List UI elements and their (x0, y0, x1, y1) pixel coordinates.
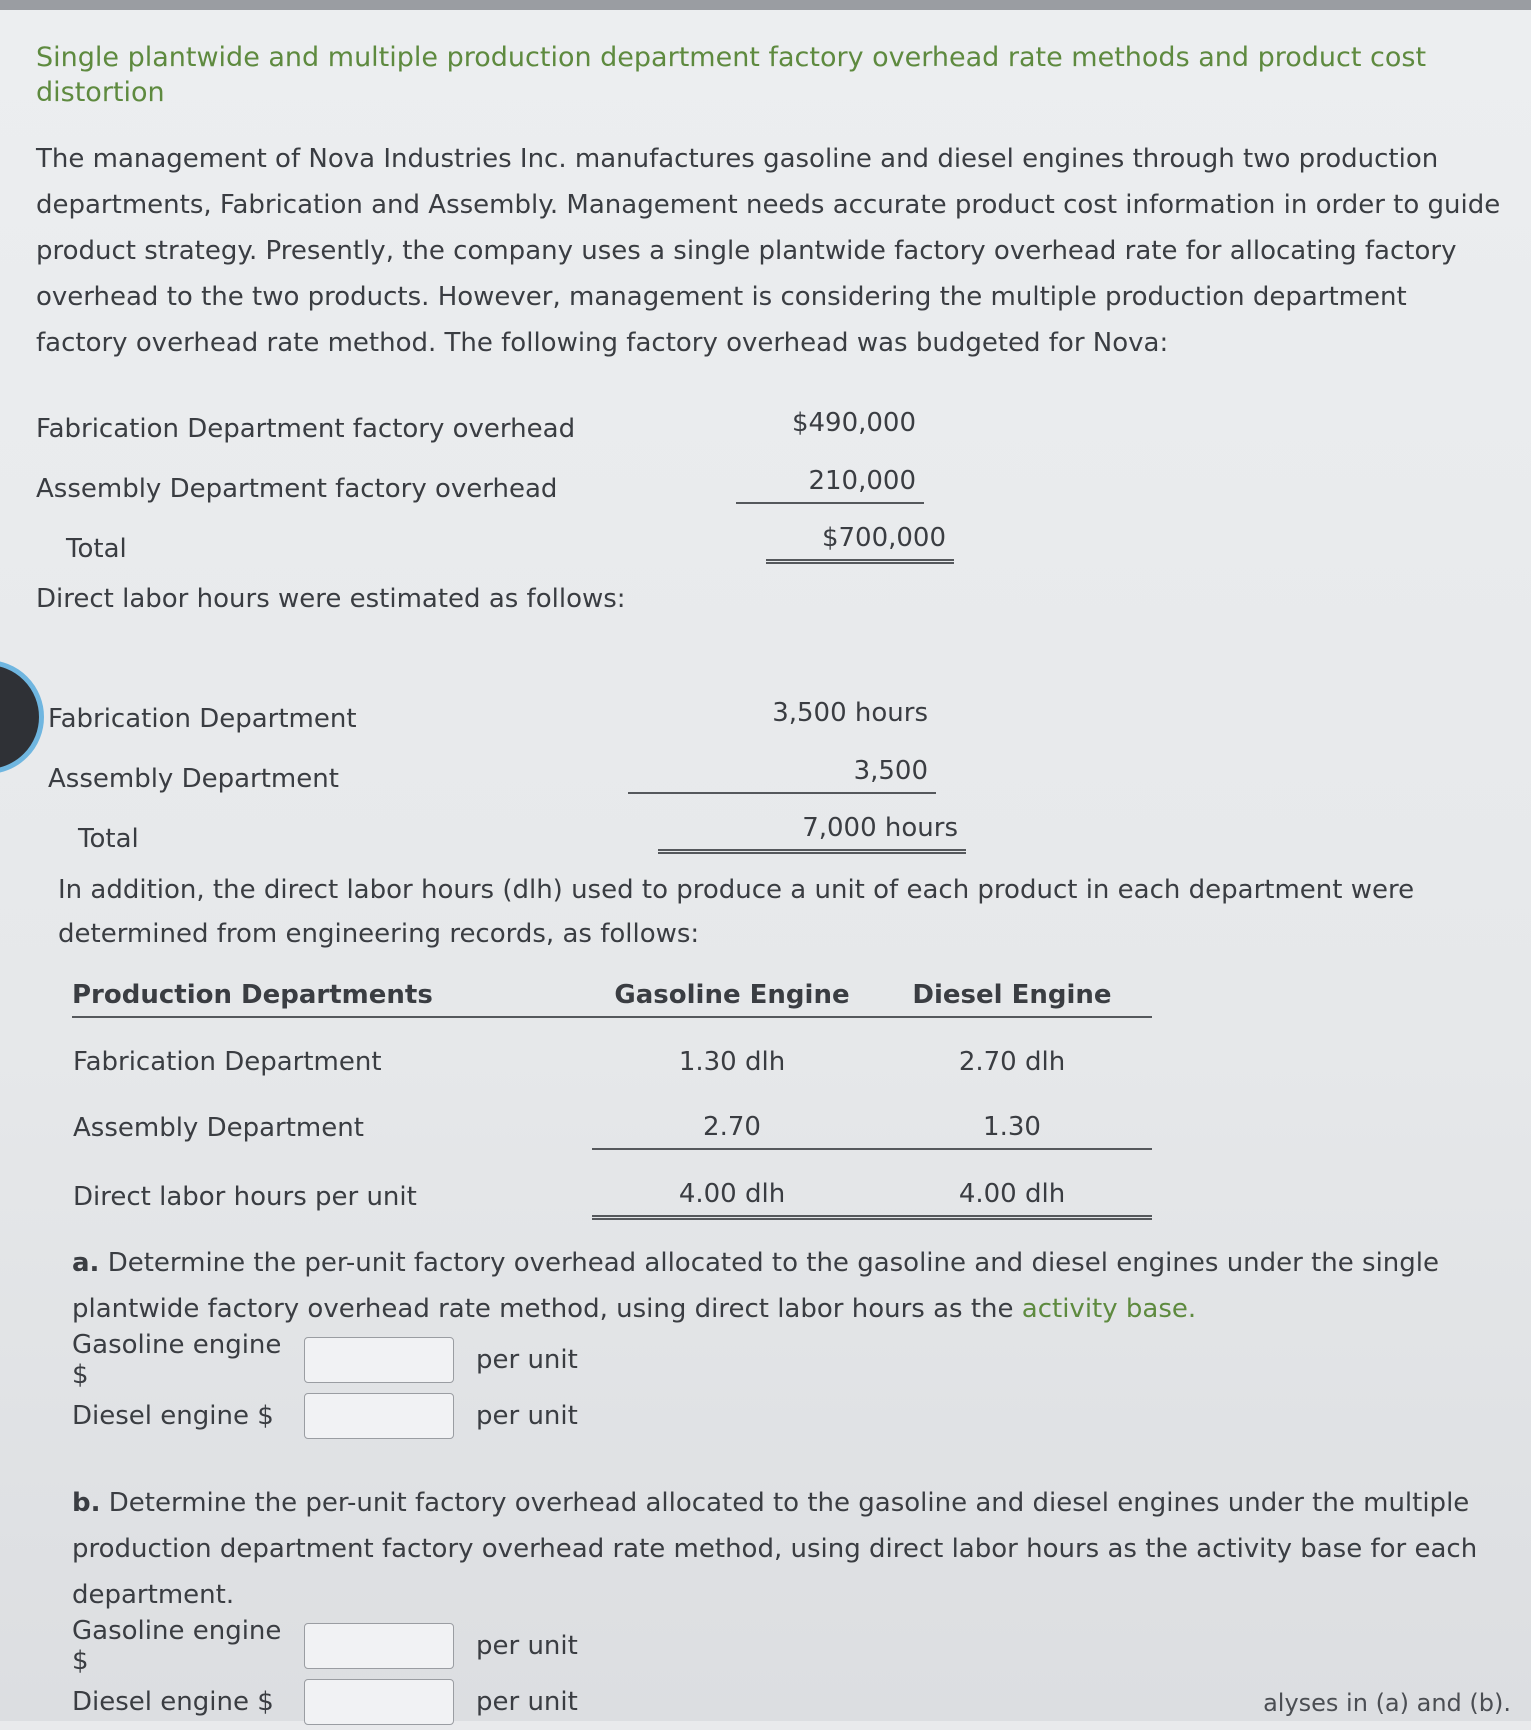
dlh-table (36, 674, 1506, 854)
activity-base-link[interactable]: activity base. (1021, 1294, 1197, 1325)
answer-b-gasoline (72, 1616, 1506, 1677)
question-a-letter: a. (72, 1248, 100, 1279)
overhead-row (36, 384, 1506, 444)
row-label: Assembly Department (73, 1113, 364, 1144)
overhead-label: Fabrication Department factory overhead (36, 414, 576, 445)
col-header-diesel: Diesel Engine (872, 970, 1152, 1017)
col-header-departments: Production Departments (72, 970, 592, 1017)
answer-a-diesel (72, 1388, 1506, 1444)
diesel-label: Diesel engine $ (72, 1687, 274, 1718)
dlh-total-label: Total (78, 824, 139, 855)
dlh-intro: Direct labor hours were estimated as follows: (36, 584, 626, 615)
intro-paragraph: The management of Nova Industries Inc. manufactures gasoline and diesel engines through two production departments, Fabrication and Assembly. Management needs accurate product cost information in order to guide product strategy. Presently, the company uses a single plantwide factory overhead rate for allocating factory overhead to the two products. However, management is considering the multiple production department factory overhead rate method. The following factory overhead was budgeted for Nova: (36, 144, 1501, 359)
production-departments-table (72, 970, 1152, 1220)
table-row (72, 1083, 1152, 1149)
overhead-total-label: Total (66, 534, 127, 565)
page-title: Single plantwide and multiple production department factory overhead rate methods and product cost distortion (36, 42, 1427, 109)
question-b (72, 1480, 1506, 1618)
diesel-value: 4.00 dlh (872, 1149, 1152, 1218)
gasoline-engine-input-b[interactable] (304, 1623, 454, 1669)
page (0, 10, 1531, 1721)
cut-off-text: alyses in (a) and (b). (1263, 1689, 1511, 1717)
per-unit-label: per unit (476, 1631, 578, 1662)
dlh-per-unit-intro: In addition, the direct labor hours (dlh) used to produce a unit of each product in each department were determined from engineering records, as follows: (58, 875, 1415, 950)
table-row (72, 1017, 1152, 1083)
gasoline-engine-input-a[interactable] (304, 1337, 454, 1383)
overhead-total-row (36, 504, 1506, 564)
question-a (72, 1240, 1506, 1332)
overhead-row (36, 444, 1506, 504)
overhead-amount: 210,000 (736, 466, 924, 504)
row-label: Fabrication Department (73, 1047, 382, 1078)
dlh-amount: 3,500 hours (772, 698, 928, 729)
dlh-total-row (36, 794, 1506, 854)
content (36, 40, 1506, 1730)
question-b-letter: b. (72, 1488, 101, 1519)
dlh-row (36, 734, 1506, 794)
col-header-gasoline: Gasoline Engine (592, 970, 872, 1017)
question-a-text: Determine the per-unit factory overhead allocated to the gasoline and diesel engines under the single plantwide factory overhead rate method, using direct labor hours as the (72, 1248, 1440, 1325)
diesel-value: 2.70 dlh (958, 1047, 1066, 1078)
question-b-text: Determine the per-unit factory overhead allocated to the gasoline and diesel engines under the multiple production department factory overhead rate method, using direct labor hours as the activity base for each department. (72, 1488, 1478, 1611)
top-bar (0, 0, 1531, 10)
dlh-label: Assembly Department (48, 764, 339, 795)
per-unit-label: per unit (476, 1401, 578, 1432)
gasoline-value: 1.30 dlh (678, 1047, 786, 1078)
table-header-row (72, 970, 1152, 1017)
dlh-total-amount: 7,000 hours (658, 813, 966, 854)
per-unit-label: per unit (476, 1345, 578, 1376)
overhead-total-amount: $700,000 (766, 523, 954, 564)
diesel-value: 1.30 (872, 1083, 1152, 1149)
diesel-label: Diesel engine $ (72, 1401, 274, 1432)
per-unit-label: per unit (476, 1687, 578, 1718)
gasoline-value: 2.70 (592, 1083, 872, 1149)
gasoline-value: 4.00 dlh (592, 1149, 872, 1218)
overhead-amount: $490,000 (791, 408, 916, 439)
row-label: Direct labor hours per unit (73, 1181, 417, 1212)
dlh-row (36, 674, 1506, 734)
gasoline-label: Gasoline engine $ (72, 1616, 282, 1677)
table-total-row (72, 1149, 1152, 1218)
overhead-label: Assembly Department factory overhead (36, 474, 558, 505)
overhead-table (36, 384, 1506, 564)
gasoline-label: Gasoline engine $ (72, 1330, 282, 1391)
dlh-amount: 3,500 (628, 756, 936, 794)
answer-a-gasoline (72, 1330, 1506, 1391)
dlh-label: Fabrication Department (48, 704, 357, 735)
diesel-engine-input-a[interactable] (304, 1393, 454, 1439)
diesel-engine-input-b[interactable] (304, 1679, 454, 1725)
